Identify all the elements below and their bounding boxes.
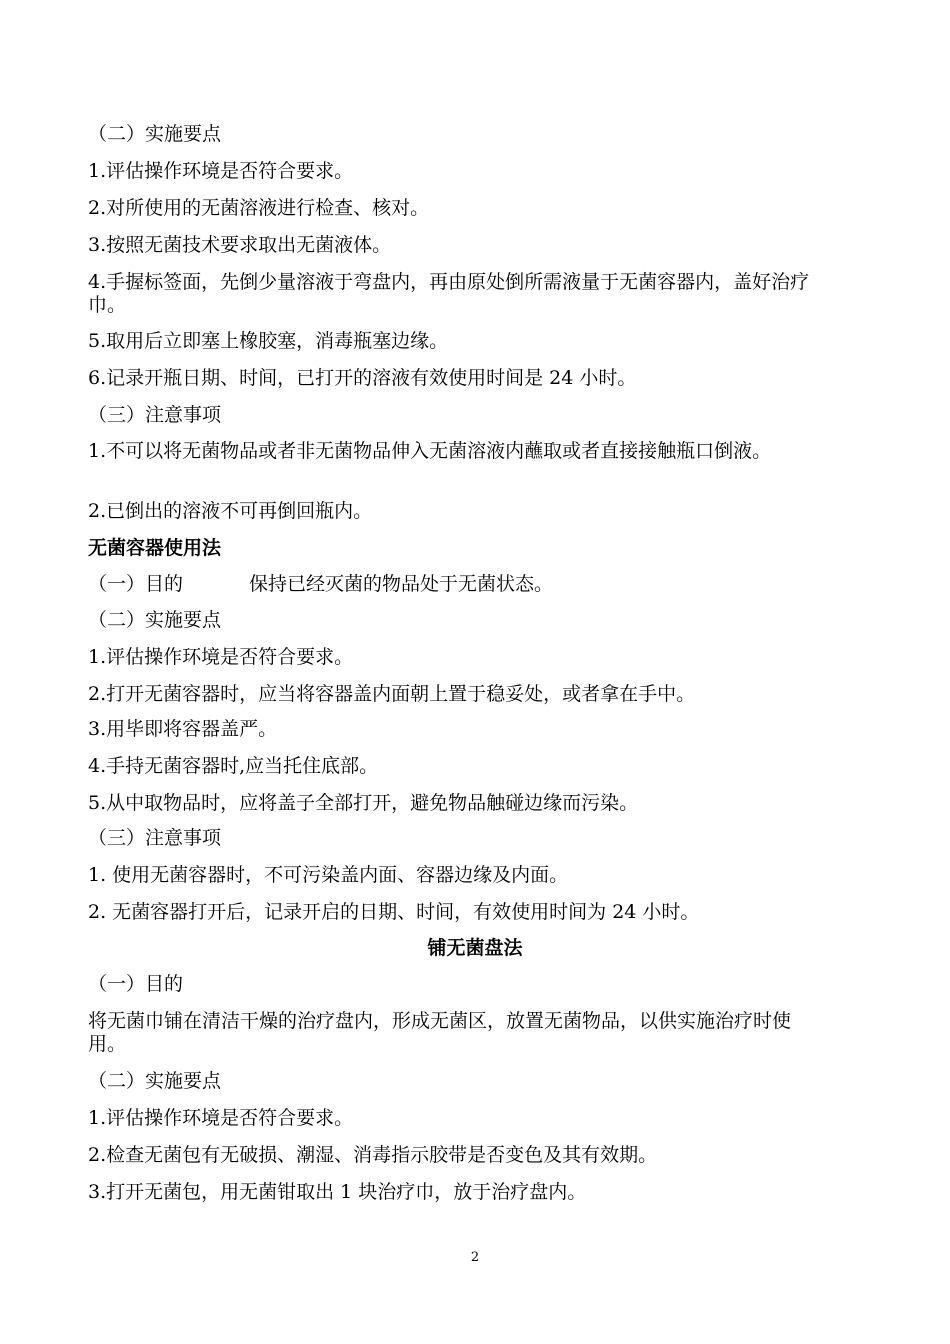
list-item: 6.记录开瓶日期、时间，已打开的溶液有效使用时间是 24 小时。 (88, 367, 637, 389)
section-heading: （三）注意事项 (88, 827, 222, 849)
section-heading: （一）目的 (88, 973, 184, 995)
list-item: 2. 无菌容器打开后，记录开启的日期、时间，有效使用时间为 24 小时。 (88, 901, 700, 923)
list-item: 1.评估操作环境是否符合要求。 (88, 646, 354, 668)
list-item: 2.检查无菌包有无破损、潮湿、消毒指示胶带是否变色及其有效期。 (88, 1144, 658, 1166)
page-number: 2 (470, 1250, 480, 1265)
purpose-text: 保持已经灭菌的物品处于无菌状态。 (249, 573, 554, 595)
section-heading: （二）实施要点 (88, 1070, 222, 1092)
list-item: 2.已倒出的溶液不可再倒回瓶内。 (88, 500, 373, 522)
list-item: 2.对所使用的无菌溶液进行检查、核对。 (88, 197, 430, 219)
list-item: 4.手握标签面，先倒少量溶液于弯盘内，再由原处倒所需液量于无菌容器内，盖好治疗巾。 (88, 271, 810, 316)
list-item: 5.从中取物品时，应将盖子全部打开，避免物品触碰边缘而污染。 (88, 792, 639, 814)
purpose-label: （一）目的 (88, 573, 184, 595)
list-item: 3.打开无菌包，用无菌钳取出 1 块治疗巾，放于治疗盘内。 (88, 1181, 587, 1203)
paragraph: 将无菌巾铺在清洁干燥的治疗盘内，形成无菌区，放置无菌物品，以供实施治疗时使用。 (88, 1010, 792, 1055)
list-item: 5.取用后立即塞上橡胶塞，消毒瓶塞边缘。 (88, 330, 449, 352)
topic-title: 铺无菌盘法 (427, 937, 523, 959)
list-item: 1.评估操作环境是否符合要求。 (88, 160, 354, 182)
list-item: 1. 使用无菌容器时，不可污染盖内面、容器边缘及内面。 (88, 864, 569, 886)
list-item: 2.打开无菌容器时，应当将容器盖内面朝上置于稳妥处，或者拿在手中。 (88, 683, 696, 705)
section-heading: （三）注意事项 (88, 404, 222, 426)
list-item: 3.按照无菌技术要求取出无菌液体。 (88, 234, 392, 256)
section-heading: （二）实施要点 (88, 123, 222, 145)
list-item: 1.不可以将无菌物品或者非无菌物品伸入无菌溶液内蘸取或者直接接触瓶口倒液。 (88, 440, 772, 462)
list-item: 4.手持无菌容器时,应当托住底部。 (88, 755, 379, 777)
list-item: 3.用毕即将容器盖严。 (88, 718, 278, 740)
list-item: 1.评估操作环境是否符合要求。 (88, 1107, 354, 1129)
section-heading (88, 575, 818, 594)
section-heading: （二）实施要点 (88, 609, 222, 631)
topic-title: 无菌容器使用法 (88, 537, 222, 559)
